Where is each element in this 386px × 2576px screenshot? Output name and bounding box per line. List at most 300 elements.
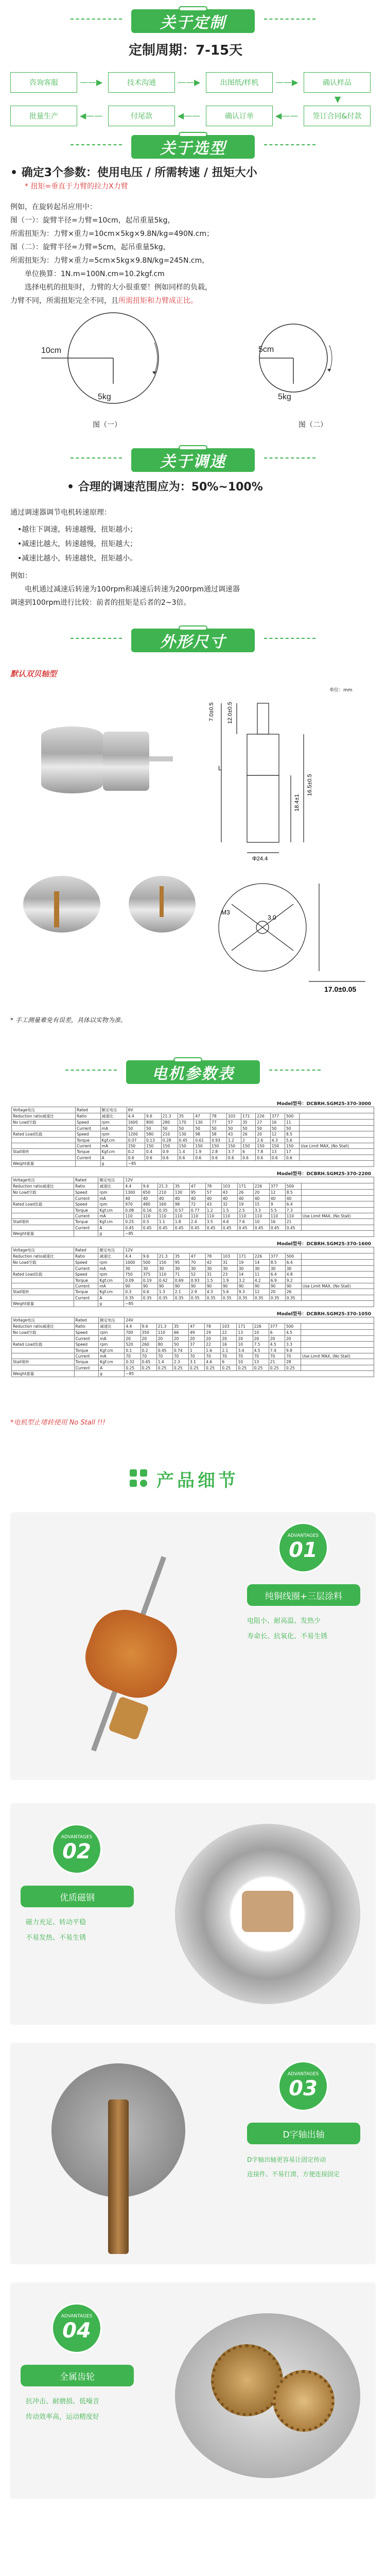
table-cell: Stall堵转 (12, 1359, 75, 1365)
table-cell: 90 (189, 1283, 205, 1289)
table-cell: 12 (270, 1131, 285, 1138)
table-cell: 4.5 (285, 1330, 301, 1336)
table-cell: mA (98, 1213, 124, 1219)
table-cell: 98 (194, 1131, 210, 1138)
table-cell: 70 (189, 1260, 205, 1266)
table-cell: Ratio (74, 1253, 98, 1260)
table-cell: 377 (269, 1253, 285, 1260)
table-cell: 23 (221, 1272, 237, 1278)
table-cell: 20 (269, 1289, 285, 1295)
flow-step-consult: 咨询客服 (10, 72, 77, 93)
table-cell (12, 1266, 74, 1272)
flow-step-mass-production: 批量生产 (10, 106, 77, 126)
table-cell: Reduction ratio减速比 (12, 1183, 74, 1190)
no-stall-note: *电机型止堵转使用 No Stall !!! (10, 1419, 106, 1427)
table-cell: 0.5 (142, 1219, 157, 1225)
measurement-note: * 手工测量难免有误差，具体以实物为准。 (10, 1016, 127, 1024)
table-cell (12, 1353, 75, 1359)
table-cell: 90 (124, 1283, 142, 1289)
table-cell: Kgf.cm (100, 1138, 127, 1143)
table-row (12, 1225, 374, 1231)
table-cell: 0.35 (205, 1295, 221, 1301)
table-cell: 9 (269, 1201, 285, 1208)
fig2-radius-label: 5cm (258, 345, 274, 354)
table-cell: 4.4 (125, 1324, 141, 1330)
table-cell: Kgf.cm (98, 1278, 124, 1283)
flow-arrow-icon: ——▶ (80, 77, 103, 87)
table-cell: 970 (124, 1201, 142, 1208)
table-cell: 0.09 (124, 1278, 142, 1283)
table-cell: 0.45 (237, 1225, 253, 1231)
table-cell: 1.5 (205, 1278, 221, 1283)
table-cell: 7.3 (285, 1208, 301, 1213)
dimension-drawing (201, 693, 376, 1002)
table-cell: 1.3 (157, 1289, 173, 1295)
table-cell: 0.45 (253, 1225, 269, 1231)
table-cell: 减速比 (98, 1183, 124, 1190)
example-2-line-b: 所需扭矩为：力臂×重力=5cm×5kg×9.8N/kg=245N.cm， (10, 257, 209, 265)
table-cell: 52 (189, 1272, 205, 1278)
table-cell: 95 (173, 1260, 189, 1266)
table-cell: 58 (210, 1131, 227, 1138)
table-cell: 30 (285, 1266, 301, 1272)
table-cell: 150 (145, 1143, 162, 1149)
speed-example-label: 例如： (10, 572, 32, 580)
table-cell (300, 1113, 374, 1120)
table-cell: 0.6 (194, 1155, 210, 1161)
table-cell: 90 (237, 1283, 253, 1289)
table-cell: 14 (237, 1272, 253, 1278)
table-cell: 520 (125, 1342, 141, 1348)
table-cell: 78 (210, 1113, 227, 1120)
table-cell: 0.07 (127, 1138, 145, 1143)
table-cell: 29 (205, 1330, 221, 1336)
table-cell: 0.42 (157, 1278, 173, 1283)
table-cell (12, 1278, 74, 1283)
table-cell: 42 (205, 1260, 221, 1266)
table-cell: 16 (221, 1342, 237, 1348)
table-cell: 150 (285, 1143, 299, 1149)
table-cell: 150 (127, 1143, 145, 1149)
table-cell: 90 (221, 1283, 237, 1289)
table-cell: 0.69 (173, 1278, 189, 1283)
table-cell: 13 (270, 1149, 285, 1155)
table-cell: Current (74, 1225, 98, 1231)
table-cell: 0.16 (142, 1208, 157, 1213)
dim-label: 7.0±0.5 (208, 702, 215, 721)
table-cell: 171 (237, 1253, 253, 1260)
table-cell: 72 (189, 1201, 205, 1208)
table-cell: 150 (161, 1143, 178, 1149)
table-cell: 9.6 (141, 1324, 156, 1330)
table-cell: 0.93 (210, 1138, 227, 1143)
table-cell: 7.4 (269, 1348, 285, 1353)
param-table (11, 1177, 374, 1237)
table-cell: 0.45 (156, 1348, 172, 1353)
table-cell: 0.35 (157, 1208, 173, 1213)
table-cell: 0.6 (285, 1155, 299, 1161)
table-row (12, 1295, 374, 1301)
table-cell: 1.8 (173, 1219, 189, 1225)
table-cell: Ratio (75, 1113, 100, 1120)
table-cell: 7.5 (253, 1342, 269, 1348)
detail-1-badge: ADVANTAGES 01 (278, 1522, 328, 1573)
table-cell: Torque (74, 1289, 98, 1295)
table-cell: 71 (173, 1272, 189, 1278)
table-cell (301, 1348, 374, 1353)
table-cell: 1.4 (156, 1359, 172, 1365)
table-cell: 4.4 (127, 1113, 145, 1120)
table-cell: 70 (125, 1353, 141, 1359)
table-cell: 110 (157, 1272, 173, 1278)
table-cell: 0.6 (142, 1289, 157, 1295)
table-cell (301, 1183, 374, 1190)
fig1-caption: 图（一） (93, 421, 121, 429)
table-cell: 26 (237, 1190, 253, 1196)
table-row (12, 1213, 374, 1219)
table-row (12, 1113, 374, 1120)
table-row (12, 1330, 374, 1336)
table-cell: 1.1 (157, 1219, 173, 1225)
table-cell: A (98, 1225, 124, 1231)
table-row (12, 1247, 374, 1253)
table-cell: 1.5 (221, 1208, 237, 1213)
table-cell: 9.6 (145, 1113, 162, 1120)
table-cell: mA (98, 1196, 124, 1201)
table-cell: 90 (142, 1283, 157, 1289)
table-cell: 0.45 (269, 1225, 285, 1231)
table-cell: Speed (74, 1342, 99, 1348)
table-cell: 70 (156, 1353, 172, 1359)
table-cell: 150 (178, 1143, 194, 1149)
table-cell: 6.4 (285, 1201, 301, 1208)
flow-step-confirm-order: 确认订单 (206, 106, 273, 126)
table-row (12, 1120, 374, 1126)
detail-3-badge: ADVANTAGES 03 (278, 2061, 328, 2111)
table-cell: 2.1 (221, 1348, 237, 1353)
table-cell: 8.5 (269, 1260, 285, 1266)
table-cell: 50 (161, 1126, 178, 1131)
table-cell: 1.4 (178, 1149, 194, 1155)
table-cell: 40 (189, 1196, 205, 1201)
table-cell: 35 (173, 1253, 189, 1260)
table-cell: 90 (205, 1283, 221, 1289)
table-cell: Speed (74, 1260, 98, 1266)
table-row (12, 1301, 374, 1307)
table-cell: Kgf.cm (98, 1219, 124, 1225)
table-cell: Torque (74, 1219, 98, 1225)
table-cell: 9.6 (142, 1183, 157, 1190)
table-cell: 20 (205, 1336, 221, 1342)
table-cell: 31 (205, 1272, 221, 1278)
table-cell: 110 (205, 1213, 221, 1219)
table-cell: mA (99, 1353, 125, 1359)
table-cell: 3.2 (237, 1278, 253, 1283)
table-cell: 1300 (124, 1190, 142, 1196)
flow-arrow-icon: ◀—— (80, 111, 103, 121)
table-cell: 0.32 (125, 1359, 141, 1365)
table-cell: 2.8 (210, 1149, 227, 1155)
table-cell: 130 (194, 1120, 210, 1126)
table-cell: 150 (157, 1260, 173, 1266)
table-cell: 0.25 (156, 1365, 172, 1371)
table-cell: 9.3 (237, 1289, 253, 1295)
table-cell: Torque (74, 1208, 98, 1213)
flow-arrow-icon: ◀—— (178, 111, 201, 121)
table-cell (74, 1301, 98, 1307)
table-cell: 40 (237, 1196, 253, 1201)
table-cell: 170 (178, 1120, 194, 1126)
table-row (12, 1283, 374, 1289)
table-row (12, 1219, 374, 1225)
torque-definition: * 扭矩=垂直于力臂的拉力X力臂 (25, 182, 128, 191)
table-cell: g (100, 1161, 127, 1167)
table-row (12, 1359, 374, 1365)
detail-1-title: 纯铜线圈+三层涂料 (247, 1584, 360, 1606)
table-cell: 260 (141, 1342, 156, 1348)
table-cell: 22 (221, 1330, 237, 1336)
table-row (12, 1365, 374, 1371)
table-cell: 130 (178, 1131, 194, 1138)
table-cell: 2.5 (237, 1208, 253, 1213)
table-cell: 0.45 (173, 1225, 189, 1231)
table-row (12, 1278, 374, 1283)
table-cell: 0.93 (189, 1278, 205, 1283)
table-cell: 103 (226, 1113, 241, 1120)
table-cell: 3.4 (237, 1348, 253, 1353)
table-cell: 0.45 (285, 1225, 301, 1231)
table-row (12, 1143, 374, 1149)
table-row (12, 1208, 374, 1213)
table-cell: 150 (256, 1143, 270, 1149)
table-cell: 22 (205, 1342, 221, 1348)
table-cell: 35 (173, 1183, 189, 1190)
table-cell: Torque (74, 1278, 98, 1283)
table-row (12, 1149, 374, 1155)
table-cell: 6V (127, 1107, 374, 1113)
table-cell: 103 (221, 1324, 237, 1330)
table-cell (74, 1371, 99, 1377)
table-cell: 57 (205, 1190, 221, 1196)
table-cell: Voltage电压 (12, 1107, 76, 1113)
table-cell: No Load空载 (12, 1120, 76, 1126)
flow-down-arrow-icon: ▼ (335, 94, 341, 104)
table-cell: 27 (256, 1120, 270, 1126)
table-cell: 98 (173, 1201, 189, 1208)
table-cell: 26 (241, 1131, 256, 1138)
table-cell: 0.35 (285, 1295, 301, 1301)
table-cell: 24V (125, 1317, 374, 1324)
table-cell: 40 (221, 1196, 237, 1201)
table-cell: 1.9 (194, 1149, 210, 1155)
table-cell: 1.9 (221, 1278, 237, 1283)
table-cell: 70 (172, 1353, 188, 1359)
table-cell (301, 1266, 374, 1272)
detail-3-desc: D字轴出轴更容易让固定传动 (247, 2156, 326, 2163)
table-cell: Weight重量 (12, 1161, 76, 1167)
table-cell: 3.5 (205, 1219, 221, 1225)
table-row (12, 1260, 374, 1266)
table-cell: 150 (270, 1143, 285, 1149)
table-cell (301, 1278, 374, 1283)
table-cell: 0.45 (124, 1225, 142, 1231)
table-cell: 减速比 (98, 1253, 124, 1260)
table-cell: 70 (285, 1353, 301, 1359)
table-cell: 0.35 (253, 1295, 269, 1301)
table-cell: 21.3 (157, 1183, 173, 1190)
table-cell: 130 (173, 1190, 189, 1196)
table-cell: 31 (221, 1260, 237, 1266)
table-cell: 1.2 (226, 1138, 241, 1143)
table-cell: 226 (253, 1324, 269, 1330)
table-cell (75, 1161, 100, 1167)
table-cell: 8.5 (285, 1131, 299, 1138)
table-cell: 减速比 (100, 1113, 127, 1120)
table-cell: 4.4 (124, 1183, 142, 1190)
example-intro: 例如，在旋转起吊应用中： (10, 203, 97, 211)
table-cell: Current (74, 1196, 98, 1201)
table-cell: Kgf.cm (98, 1289, 124, 1295)
table-cell: Current (74, 1365, 99, 1371)
table-cell: 377 (270, 1113, 285, 1120)
flow-step-confirm-sample: 确认样品 (304, 72, 371, 93)
table-cell: 30 (124, 1266, 142, 1272)
table-cell: 0.65 (141, 1359, 156, 1365)
table-cell: 0.45 (221, 1225, 237, 1231)
table-cell: 70 (205, 1353, 221, 1359)
table-cell: 0.9 (161, 1149, 178, 1155)
table-cell: 47 (194, 1113, 210, 1120)
table-cell: 0.35 (269, 1295, 285, 1301)
table-cell: Rated Load负载 (12, 1342, 75, 1348)
table-cell (301, 1260, 374, 1266)
dim-label: Φ24.4 (252, 856, 268, 862)
table-cell: 2.9 (189, 1289, 205, 1295)
table-cell: 110 (253, 1213, 269, 1219)
table-cell: 2.3 (172, 1359, 188, 1365)
model-caption: Model型号：DCBRH.SGM25-370-3000 (276, 1101, 371, 1107)
detail-4-title: 全属齿轮 (21, 2365, 134, 2386)
detail-3-title: D字轴出轴 (247, 2123, 360, 2144)
table-cell: mA (100, 1126, 127, 1131)
table-cell: Weight重量 (12, 1231, 74, 1237)
table-cell: rpm (98, 1272, 124, 1278)
example-1-line-b: 所需扭矩为：力臂×重力=10cm×5kg×9.8N/kg=490N.cm； (10, 230, 214, 238)
table-cell: 0.45 (205, 1225, 221, 1231)
table-cell: 90 (173, 1283, 189, 1289)
table-cell: 0.35 (142, 1295, 157, 1301)
table-cell: 0.6 (127, 1155, 145, 1161)
table-cell (12, 1283, 74, 1289)
table-cell: 0.08 (124, 1208, 142, 1213)
table-cell: 160 (157, 1201, 173, 1208)
default-shaft-type: 默认双贝轴型 (10, 669, 57, 679)
table-cell: 4.5 (253, 1348, 269, 1353)
table-cell: 30 (189, 1266, 205, 1272)
table-cell: 150 (210, 1143, 227, 1149)
table-cell: 3.1 (189, 1359, 205, 1365)
motor-end-photo-2 (124, 871, 206, 938)
table-cell: 2.1 (173, 1289, 189, 1295)
table-cell: 78 (205, 1324, 221, 1330)
param-table (11, 1247, 374, 1307)
table-cell: 1.2 (205, 1208, 221, 1213)
table-cell: 额定电压 (100, 1107, 127, 1113)
table-cell: 110 (237, 1213, 253, 1219)
gears-photo (165, 2293, 371, 2494)
table-cell: 21.3 (157, 1253, 173, 1260)
table-cell (301, 1201, 374, 1208)
table-cell: 49 (189, 1330, 205, 1336)
table-cell: 30 (142, 1266, 157, 1272)
table-cell: 78 (205, 1253, 221, 1260)
table-cell: 110 (124, 1213, 142, 1219)
table-cell (12, 1155, 76, 1161)
dim-label: 18.4±1 (294, 794, 300, 811)
table-row (12, 1183, 374, 1190)
table-cell: 377 (269, 1183, 285, 1190)
table-cell: 35 (172, 1324, 188, 1330)
selection-headline: • 确定3个参数：使用电压 / 所需转速 / 扭矩大小 (10, 166, 257, 179)
table-cell: 14 (253, 1260, 269, 1266)
table-cell: 0.25 (269, 1365, 285, 1371)
table-cell: 110 (269, 1213, 285, 1219)
table-cell: 377 (269, 1324, 285, 1330)
table-cell: Rated (74, 1317, 99, 1324)
table-cell: 20 (256, 1131, 270, 1138)
lever-note-line-b: 力臂不同，所需扭矩完全不同，且所需扭矩和力臂成正比。 (10, 297, 198, 305)
table-row (12, 1253, 374, 1260)
table-cell (12, 1295, 74, 1301)
table-cell: 11 (253, 1272, 269, 1278)
table-cell: No Load空载 (12, 1190, 74, 1196)
table-cell: Speed (75, 1120, 100, 1126)
table-cell: 7.8 (256, 1149, 270, 1155)
table-cell: 10 (237, 1342, 253, 1348)
table-cell: mA (98, 1283, 124, 1289)
detail-2-info (21, 1824, 139, 2009)
table-cell: Stall堵转 (12, 1149, 76, 1155)
table-row (12, 1289, 374, 1295)
table-cell: 1.6 (205, 1348, 221, 1353)
table-row (12, 1348, 374, 1353)
table-cell: 57 (226, 1120, 241, 1126)
dim-label: 12.0±0.5 (227, 702, 233, 724)
flow-arrow-icon: ——▶ (275, 77, 299, 87)
detail-2-desc: 磁力充足、转动平稳 (26, 1919, 86, 1926)
table-cell (12, 1196, 74, 1201)
table-cell: Speed (75, 1131, 100, 1138)
table-cell: 20 (172, 1336, 188, 1342)
table-cell: Current (74, 1266, 98, 1272)
grid-icon (129, 1468, 149, 1489)
table-cell: 1000 (124, 1260, 142, 1266)
table-cell: ~85 (125, 1371, 374, 1377)
dim-label: 16.5±0.5 (307, 774, 313, 796)
table-cell: 43 (226, 1131, 241, 1138)
table-cell: 78 (205, 1183, 221, 1190)
table-cell: 21.3 (156, 1324, 172, 1330)
detail-1-info (247, 1522, 360, 1759)
table-cell: 47 (189, 1183, 205, 1190)
table-cell: 650 (142, 1190, 157, 1196)
table-cell: 80 (156, 1342, 172, 1348)
table-cell: Kgf.cm (99, 1348, 125, 1353)
table-cell: 0.77 (189, 1208, 205, 1213)
table-cell: 70 (141, 1353, 156, 1359)
detail-1-desc: 电阻小、耐高温、发热少 (247, 1617, 321, 1625)
table-cell: 40 (205, 1196, 221, 1201)
